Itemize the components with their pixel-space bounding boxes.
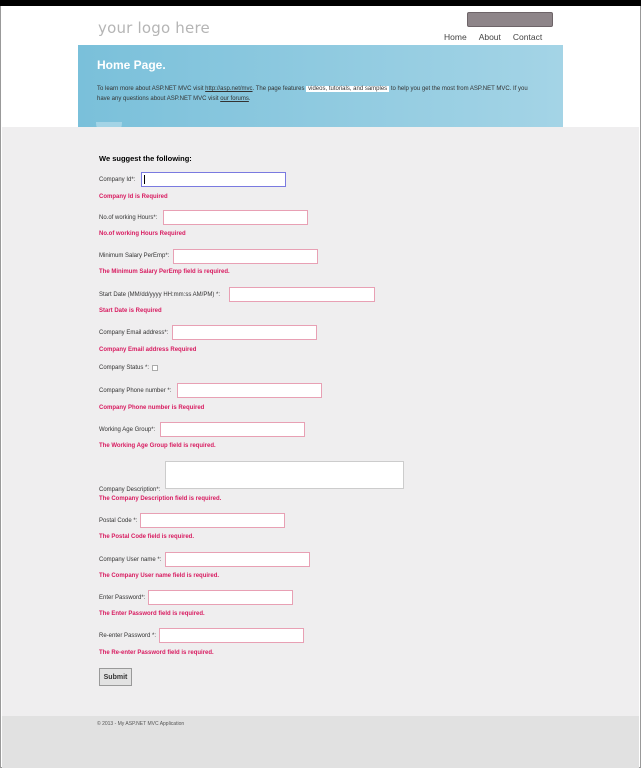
nav-contact-link[interactable]: Contact	[512, 32, 543, 42]
nav-about-link[interactable]: About	[478, 32, 501, 42]
company-id-label: Company Id*:	[99, 177, 136, 183]
start-date-input[interactable]	[229, 287, 375, 302]
reenter-password-label: Re-enter Password *:	[99, 633, 157, 639]
banner-text-a: To learn more about ASP.NET MVC visit	[97, 86, 204, 92]
email-label: Company Email address*:	[99, 330, 169, 336]
nav-home-link[interactable]: Home	[444, 32, 467, 42]
description-error: The Company Description field is required.	[99, 496, 222, 502]
user-name-label: Company User name *:	[99, 557, 162, 563]
submit-button[interactable]: Submit	[99, 668, 132, 686]
age-group-error: The Working Age Group field is required.	[99, 443, 216, 449]
email-error: Company Email address Required	[99, 347, 197, 353]
status-checkbox[interactable]	[152, 365, 158, 371]
description-label: Company Description*:	[99, 487, 161, 493]
text-cursor	[144, 175, 145, 184]
status-label: Company Status *:	[99, 365, 150, 371]
email-input[interactable]	[172, 325, 317, 340]
phone-label: Company Phone number *:	[99, 388, 172, 394]
main-nav	[444, 32, 554, 42]
banner-text-b: . The page features	[252, 86, 305, 92]
working-hours-error: No.of working Hours Required	[99, 231, 186, 237]
reenter-password-error: The Re-enter Password field is required.	[99, 650, 214, 656]
form-heading: We suggest the following:	[99, 154, 192, 163]
min-salary-label: Minimum Salary PerEmp*:	[99, 253, 170, 259]
login-box[interactable]	[467, 12, 553, 27]
password-label: Enter Password*:	[99, 595, 146, 601]
min-salary-input[interactable]	[173, 249, 318, 264]
phone-input[interactable]	[177, 383, 322, 398]
password-error: The Enter Password field is required.	[99, 611, 205, 617]
reenter-password-input[interactable]	[159, 628, 304, 643]
company-id-input[interactable]	[141, 172, 286, 187]
banner-highlight: videos, tutorials, and samples	[308, 86, 388, 92]
banner-text-c: to help you get the most from ASP.NET MVC. If you have any questions about ASP.NET MVC visit	[97, 86, 528, 102]
page-title: Home Page.	[97, 58, 166, 72]
company-id-error: Company Id is Required	[99, 194, 168, 200]
user-name-error: The Company User name field is required.	[99, 573, 220, 579]
password-input[interactable]	[148, 590, 293, 605]
site-logo[interactable]: your logo here	[98, 19, 210, 37]
featured-banner	[78, 45, 563, 127]
asp-net-mvc-link[interactable]: http://asp.net/mvc	[205, 86, 253, 92]
phone-error: Company Phone number is Required	[99, 405, 205, 411]
start-date-error: Start Date is Required	[99, 308, 162, 314]
working-hours-input[interactable]	[163, 210, 308, 225]
user-name-input[interactable]	[165, 552, 310, 567]
start-date-label: Start Date (MM/dd/yyyy HH:mm:ss AM/PM) *:	[99, 292, 221, 298]
age-group-label: Working Age Group*:	[99, 427, 156, 433]
copyright-text: © 2013 - My ASP.NET MVC Application	[97, 721, 185, 727]
description-textarea[interactable]	[165, 461, 404, 489]
postal-code-input[interactable]	[140, 513, 285, 528]
working-hours-label: No.of working Hours*:	[99, 215, 158, 221]
main-content	[2, 127, 639, 717]
age-group-input[interactable]	[160, 422, 305, 437]
banner-text-d: .	[248, 96, 251, 102]
postal-code-error: The Postal Code field is required.	[99, 534, 195, 540]
top-black-bar	[0, 0, 641, 6]
postal-code-label: Postal Code *:	[99, 518, 138, 524]
banner-text	[97, 84, 537, 104]
min-salary-error: The Minimum Salary PerEmp field is required.	[99, 269, 230, 275]
forums-link[interactable]: our forums	[220, 96, 249, 102]
